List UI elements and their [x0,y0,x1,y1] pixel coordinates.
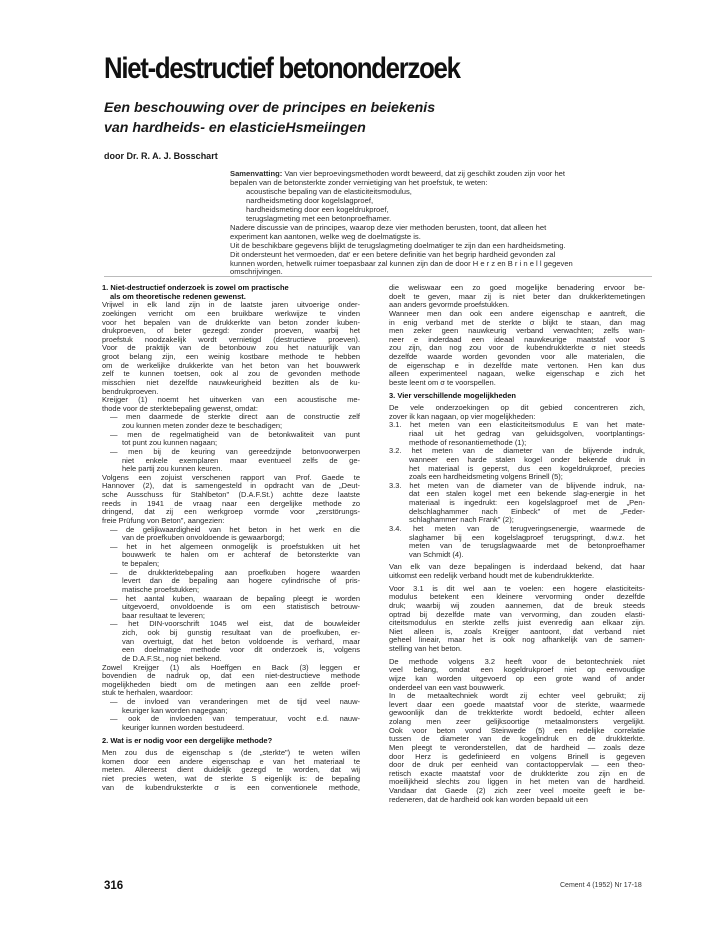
text-line: het materiaal is geperst, dus een kogeldrukproef, precies [409,464,645,473]
text-line: zover ik kan nagaan, op vier mogelijkheden: [389,412,536,421]
text-line: wijze kan worden uitgevoerd op een grote wand of ander [389,674,645,683]
text-line: van de kubendruksterkte σ is een conventionele methode, [102,783,360,792]
abstract-line: Uit de beschikbare gegevens blijkt de terugslagmeting doelmatiger te zijn dan een hardheidsmeting. [230,241,566,250]
text-line: hele partij zou kunnen keuren. [122,465,223,474]
text-line: 3.1. het meten van een elasticiteitsmodulus E van het mate- [389,421,645,430]
text-line: Ook voor beton vond Steinwede (5) een redelijke correlatie [389,726,645,735]
text-line: Zowel Kreijger (1) als Hoeffgen en Back (3) leggen er [102,663,360,672]
text-line: — het in het algemeen onmogelijk is proefstukken uit het [110,542,360,551]
text-line: niet enkele exemplaren maar eventueel zelfs de ge- [122,456,360,465]
text-line: Hannover (2), dat is samengesteld in opdracht van de „Deut- [102,482,360,491]
text-line: riaal uit het gedrag van geluidsgolven, voortplantings- [409,430,645,438]
text-line: niet precies weten, wat de sterkte S eigenlijk is: de bepaling [102,775,360,783]
text-line: te bepalen; [122,560,160,568]
text-line: alleen experimenteel nagaan, welke eigenschap e zich het [389,370,645,379]
text-line: zoekingen verricht om een bruikbare werkwijze te vinden [102,309,360,318]
text-line: — men bij de keuring van gereedzijnde betonvoorwerpen [110,447,360,456]
text-line: voor het bepalen van de drukkerkte van beton zonder kuben- [102,318,360,327]
text-line: door Herz is gedefinieerd en volgens Brinell is gegeven [389,752,645,761]
text-line: dat een stalen kogel met een bekende slag-energie in het [409,490,645,499]
text-line: — het aantal kuben, waaraan de bepaling pleegt ie worden [110,594,360,603]
abstract-line: bepalen van de betonsterkte zonder vernietiging van het proefstuk, te weten: [230,178,488,187]
text-line: doelt te geven, maar zij is niet beter dan drukkerktemetingen [389,292,645,301]
text-line: zou zijn, dan nog zou voor de kubendrukkterkte σ niet steeds [389,344,645,353]
subtitle-line: van hardheids- en elasticieHsmeiingen [104,120,366,136]
text-line: levert daar een goede maatstaf voor de sterkte, waarmede [389,700,645,709]
text-line: drukproeven, of beter gezegd: zonder proeven, waarbij het [102,327,360,336]
text-line: neer e inderdaad een ideaal nauwkeurige maatstaf voor S [389,335,645,344]
text-line: onderdeel van een vast bouwwerk. [389,683,505,692]
abstract-label: Samenvatting: [230,170,283,178]
text-line: in enig verband met de sterkte σ blijkt te staan, dan mag [389,318,645,327]
text-line: — ook de invloeden van temperatuur, vocht e.d. nauw- [110,715,360,724]
text-line: zoals een hardheidsmeting volgens Brinell (5); [409,473,563,482]
text-line: stelling van het beton. [389,645,462,653]
text-line: veel belang, omdat een kogeldrukproef niet op eenvoudige [389,666,645,675]
text-line: redeneren, dat de hardheid ook kan worden bepaald uit een [389,795,588,804]
journal-citation: Cement 4 (1952) Nr 17-18 [560,882,642,889]
right-column [389,284,645,804]
text-line: freie Prüfung von Beton", aangezien: [102,516,225,525]
text-line: om de werkelijke drukkerkte van het beton van het bouwwerk [102,361,360,370]
page-number: 316 [104,880,124,892]
text-line: optrad bij dezelfde mate van vervorming, dan zouden elasti- [389,610,645,619]
text-line: mogelijkheden biedt om de metingen aan een zelfde proef- [102,680,360,689]
abstract-line: experiment kan aantonen, welke weg de doelmatigste is. [230,232,421,241]
text-line: moeilijkheid slechts zou liggen in het meten van de hardheid. [389,778,645,787]
text-line: 3.2. het meten van de diameter van de blijvende indruk, [389,447,645,456]
text-line: keuriger kan worden nagegaan; [122,706,228,715]
text-line: baar resultaat te leveren; [122,611,205,620]
abstract-line: kunnen worden, hetwelk ruimer toepasbaar zal kunnen zijn dan de door H e r z en B r i n e l l gegeven [230,259,573,268]
abstract [230,170,640,277]
text-line: — het DIN-voorschrift 1045 wel eist, dat de bouwleider [110,620,360,629]
text-line: proefstuk noodzakelijk wordt vernietigd (destructieve proeven). [102,335,360,344]
text-line: schlaghammer nach Frank" (2); [409,516,514,525]
abstract-line: Nadere discussie van de principes, waarop deze vier methoden berusten, toont, dat alleen het [230,223,547,232]
text-line: druk; waarbij wij zouden aannemen, dat de breuk steeds [389,601,645,610]
text-line: van Schmidt (4). [409,550,464,559]
text-line: aan anders gevormde proefstukken. [389,301,510,310]
text-line: Vrijwel in elk land zijn in de laatste jaren uitvoerige onder- [102,301,360,310]
text-line: uitkomst een redelijk verband houdt met de kubendrukkterkte. [389,572,595,580]
text-line: 3.4. het meten van de terugveringsenergie, waarmede de [389,524,645,533]
text-line: door de druk per eenheid van contactoppervlak — een theo- [389,761,645,770]
text-line: matische proefstukken; [122,585,200,594]
text-line: Voor 3.1 is dit wel aan te voelen: een hogere elasticiteits- [389,584,645,593]
text-line: — de invloed van veranderingen met de tijd veel nauw- [110,698,360,706]
text-line: geheel lineair, maar het is ook nog afhankelijk van de samen- [389,636,645,645]
article-subtitle [104,98,624,138]
text-line: De vele onderzoekingen op dit gebied concentreren zich, [389,404,645,413]
section-heading: 1. Niet-destructief onderzoek is zowel om practische [102,284,289,292]
text-line: een doelmatige methode voor dit onderzoek is, volgens [122,646,360,655]
text-line: Van elk van deze bepalingen is inderdaad bekend, dat haar [389,563,645,572]
text-line: men zeker geen nauwkeurig verband verwachten; zelfs wan- [389,327,645,336]
text-line: reeds in 1941 de vraag naar een dergelijke methode zo [102,499,360,508]
text-line: beste leent om σ te voorspellen. [389,378,496,387]
text-line: die weliswaar een zo goed mogelijke benadering ervoor be- [389,284,645,292]
abstract-line: terugslagmeting met een betonproefhamer. [246,214,392,223]
text-line: methode of resonantiemethode (1); [409,438,527,447]
text-line: Kreijger (1) noemt het uitwerken van een acoustische me- [102,396,360,405]
text-line: zou kunnen meten zonder deze te beschadigen; [122,422,283,430]
text-line: bouwwerk te halen om er achteraf de betonsterkte van [122,551,360,560]
section-divider [104,276,652,277]
text-line: uitgevoerd, onvoldoende is om een statistisch betrouw- [122,603,360,612]
text-line: groot belang zijn, een weinig kostbare methode te hebben [102,353,360,361]
text-line: bendrukproeven. [102,387,159,396]
left-column [102,284,360,792]
text-line: dezelfde waarde worden gevonden voor alle materialen, die [389,353,645,361]
text-line: Men pleegt te veronderstellen, dat de hardheid — zoals deze [389,743,645,752]
text-line: van overtuigt, dat het beton voldoende is verhard, maar [122,637,360,646]
text-line: — de gelijkwaardigheid van het beton in het werk en die [110,525,360,534]
text-line: citeitsmodulus en sterkte zelfs juist evenredig aan elkaar zijn. [389,619,645,628]
text-line: wanneer een harde stalen kogel onder bekende druk in [409,455,645,464]
abstract-line: nardheidsmeting door kogelslagproef, [246,196,374,205]
abstract-line: Dit ondersteunt het vermoeden, dat' er een betere definitie van het begrip hardheid gevonden zal [230,250,556,259]
text-line: stuk te herhalen, waardoor: [102,689,193,698]
text-line: gewoonlijk dan de trekkterkte wordt bedoeld, echter alleen [389,709,645,718]
subtitle-line: Een beschouwing over de principes en beiekenis [104,100,436,116]
text-line: modulus betekent een kleinere vervorming onder dezelfde [389,593,645,602]
text-line: delschlaghammer nach Einbeck" of met de „Feder- [409,507,645,516]
text-line: Volgens een zojuist verschenen rapport van Prof. Gaede te [102,473,360,482]
text-line: komen door een andere eigenschap e van het materiaal te [102,757,360,766]
article-title: Niet-destructief betononderzoek [104,52,460,85]
section-heading: 2. Wat is er nodig voor een dergelijke methode? [102,736,273,745]
text-line: 3.3. het meten van de diameter van de blijvende indruk, na- [389,481,645,490]
author-byline: door Dr. R. A. J. Bosschart [104,151,218,161]
text-line: zelf te kunnen toetsen, ook al zou de gevonden methode [102,370,360,379]
text-line: thode voor de sterktebepaling gewenst, omdat: [102,404,258,413]
text-line: Vandaar dat Gaede (2) zich zeer veel moeite geeft ie be- [389,787,645,795]
text-line: In de metaaltechniek wordt zij echter veel gebruikt; zij [389,692,645,701]
abstract-line: hardheidsmeting door een kogeldrukproef, [246,205,389,214]
text-line: zolang men zeer gelijksoortige metaalmonsters vergelijkt. [389,718,645,726]
text-line: tussen de diameter van de kogelindruk en de drukkterkte. [389,735,645,744]
section-heading: 3. Vier verschillende mogelijkheden [389,391,516,400]
text-line: misschien niet dezelfde nauwkeurigheid bezitten als de ku- [102,378,360,387]
text-line: bovendien de nadruk op, dat een niet-destructieve methode [102,672,360,681]
text-line: van de proefkuben onvoldoende is gewaarborgd; [122,534,285,543]
text-line: Men zou dus de eigenschap s (de „sterkte") te weten willen [102,749,360,758]
text-line: keuriger kunnen worden bestudeerd. [122,723,245,732]
text-line: — men de regelmatigheid van de betonkwaliteit van punt [110,430,360,439]
text-line: retisch exacte maatstaf voor de drukkterkte zou zijn en de [389,769,645,778]
abstract-line: acoustische bepaling van de elasticiteitsmodulus, [246,187,412,196]
text-line: zich, ook bij gunstig resultaat van de proefkuben, er- [122,629,360,637]
text-line: — men daarmede de sterkte direct aan de constructie zelf [110,413,360,422]
text-line: meten van de terugslagwaarde met de betonproefhamer [409,542,645,551]
text-line: sche Ausschuss für Stahlbeton" (D.A.F.St.) achtte deze laatste [102,491,360,499]
text-line: Niet alleen is, zoals Kreijger aantoont, dat verband niet [389,627,645,636]
text-line: de D.A.F.St., nog niet bekend. [122,654,222,663]
text-line: de eigenschap e in dezelfde mate vertonen. Hen kan dus [389,361,645,370]
text-line: De methode volgens 3.2 heeft voor de betontechniek niet [389,657,645,666]
text-line: dringend, dat zij een werkgroep vormde voor „zerstörungs- [102,508,360,517]
text-line: levert dan de bepaling aan hogere cylindrische of pris- [122,577,360,586]
section-heading: als om theoretische redenen gewenst. [110,292,246,301]
text-line: Voor de praktijk van de betonbouw zou het natuurlijk van [102,344,360,353]
text-line: meten. Allereerst dient duidelijk gezegd te worden, dat wij [102,766,360,775]
text-line: — de drukkterktebepaling aan proefkuben hogere waarden [110,568,360,577]
text-line: materiaal is ingedrukt: een kogelslagproef met de „Pen- [409,499,645,507]
text-line: Wanneer men dan ook een andere eigenschap e aantreft, die [389,309,645,318]
abstract-text: Van vier beproevingsmethoden wordt beweerd, dat zij geschikt zouden zijn voor het [282,170,566,178]
abstract-line [230,170,640,179]
abstract-line: omschrijvingen. [230,268,283,277]
text-line: slaghamer bij een kogelslagproef terugspringt, d.w.z. het [409,533,645,542]
text-line: tot punt zou kunnen nagaan; [122,439,218,448]
